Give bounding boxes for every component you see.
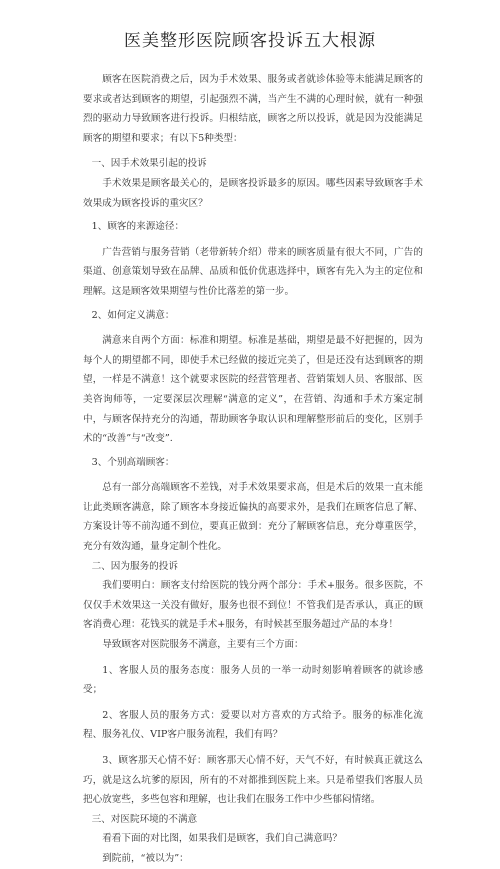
paragraph: 广告营销与服务营销（老带新转介绍）带来的顾客质量有很大不同，广告的渠道、创意策划导致在品牌、品质和低价优惠选择中，顾客有先入为主的定位和理解。这是顾客效果期望与性价比落差的第一步。 <box>83 246 423 297</box>
paragraph: 1、客服人员的服务态度：服务人员的一举一动时刻影响着顾客的就诊感受； <box>83 664 423 696</box>
subheading: 2、如何定义满意： <box>91 309 175 321</box>
section-heading-2: 二、因为服务的投诉 <box>91 560 178 572</box>
section-heading-3: 三、对医院环境的不满意 <box>91 813 198 825</box>
document-title: 医美整形医院顾客投诉五大根源 <box>124 31 376 51</box>
paragraph: 3、顾客那天心情不好：顾客那天心情不好，天气不好，有时候真正就这么巧，就是这么坑爹的原因，所有的不对都推到医院上来。只是希望我们客服人员把心放宽些，多些包容和理解，也让我们在服务工作中少些郁闷情绪。 <box>83 755 423 806</box>
subheading: 3、个别高端顾客： <box>91 456 175 468</box>
paragraph: 导致顾客对医院服务不满意，主要有三个方面： <box>102 639 304 651</box>
intro-paragraph: 顾客在医院消费之后，因为手术效果、服务或者就诊体验等未能满足顾客的要求或者达到顾客的期望，引起强烈不满，当产生不满的心理时候，就有一种强烈的驱动力导致顾客进行投诉。归根结底，顾客之所以投诉，就是因为没能满足顾客的期望和要求；有以下5种类型： <box>83 74 423 144</box>
subheading: 1、顾客的来源途径： <box>91 221 185 233</box>
section-heading-1: 一、因手术效果引起的投诉 <box>91 158 207 170</box>
paragraph: 我们要明白：顾客支付给医院的钱分两个部分：手术+服务。很多医院，不仅仅手术效果这一关没有做好，服务也很不到位！不管我们是否承认，真正的顾客消费心理：花钱买的就是手术+服务，有时候甚至服务超过产品的本身！ <box>83 580 423 631</box>
document-body <box>83 70 423 869</box>
paragraph: 满意来自两个方面：标准和期望。标准是基础，期望是最不好把握的，因为每个人的期望都不同，即使手术已经做的接近完美了，但是还没有达到顾客的期望，一样是不满意！这个就要求医院的经营管理者、营销策划人员、客服部、医美咨询师等，一定要深层次理解“满意的定义”，在营销、沟通和手术方案定制中，与顾客保持充分的沟通，帮助顾客争取认识和理解整形前后的变化，区别手术的“改善”与“改变”. <box>83 335 423 445</box>
paragraph: 总有一部分高端顾客不差钱，对手术效果要求高，但是术后的效果一直未能让此类顾客满意，除了顾客本身接近偏执的高要求外，是我们在顾客信息了解、方案设计等不前沟通不到位，要真正做到：充分了解顾客信息，充分尊重医学，充分有效沟通，量身定制个性化。 <box>83 482 423 553</box>
paragraph: 手术效果是顾客最关心的，是顾客投诉最多的原因。哪些因素导致顾客手术效果成为顾客投诉的重灾区？ <box>83 177 423 209</box>
paragraph: 看看下面的对比图，如果我们是顾客，我们自己满意吗？ <box>102 833 343 845</box>
paragraph: 2、客服人员的服务方式：爱要以对方喜欢的方式给予。服务的标准化流程、服务礼仪、VIP客户服务流程，我们有吗？ <box>83 709 423 741</box>
paragraph: 到院前，“被以为”： <box>102 852 189 864</box>
